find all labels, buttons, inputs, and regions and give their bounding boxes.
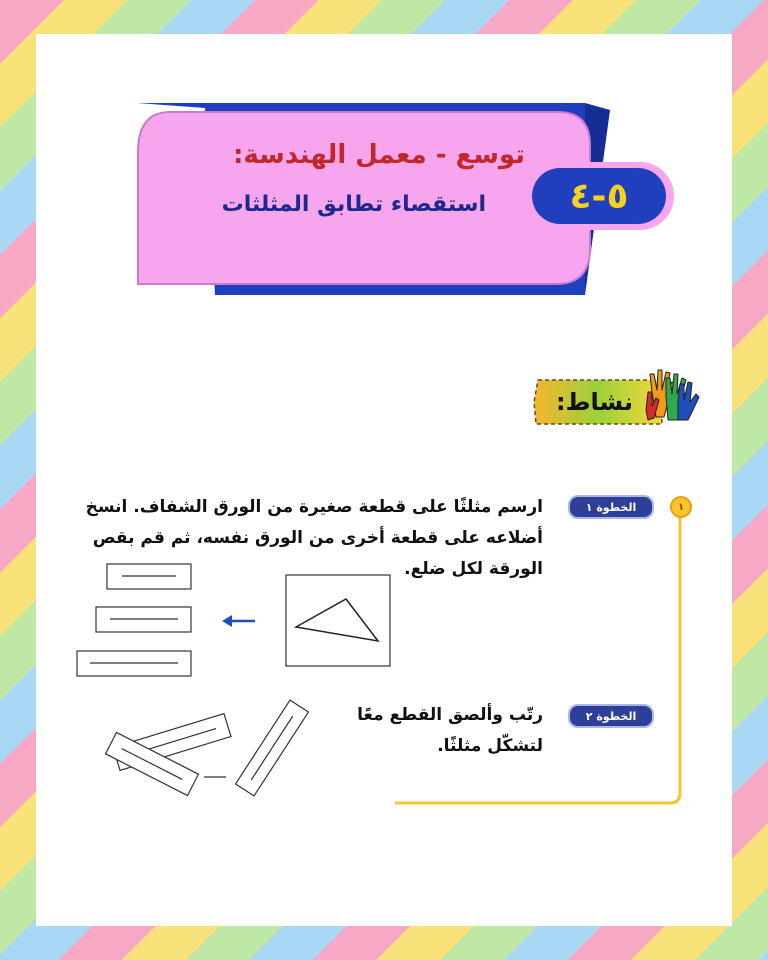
activity-label: نشاط: <box>556 388 633 416</box>
step2-line2: لتشكّل مثلثًا. <box>437 736 543 756</box>
step1-marker: ١ <box>670 496 692 518</box>
step2-line1: رتّب وألصق القطع معًا <box>357 705 543 725</box>
step1-line1: ارسم مثلثًا على قطعة صغيرة من الورق الشفاف. انسخ <box>85 497 543 517</box>
step1-line3: الورقة لكل ضلع. <box>404 559 543 579</box>
step1-line2: أضلاعه على قطعة أخرى من الورق نفسه، ثم قم بقص <box>92 528 543 548</box>
step1-badge: الخطوة ١ <box>568 495 654 519</box>
lesson-number: ٥-٤ <box>569 175 629 217</box>
lesson-title-line2: استقصاء تطابق المثلثات <box>221 192 486 217</box>
step2-badge: الخطوة ٢ <box>568 704 654 728</box>
lesson-title-line1: توسع - معمل الهندسة: <box>233 140 525 170</box>
